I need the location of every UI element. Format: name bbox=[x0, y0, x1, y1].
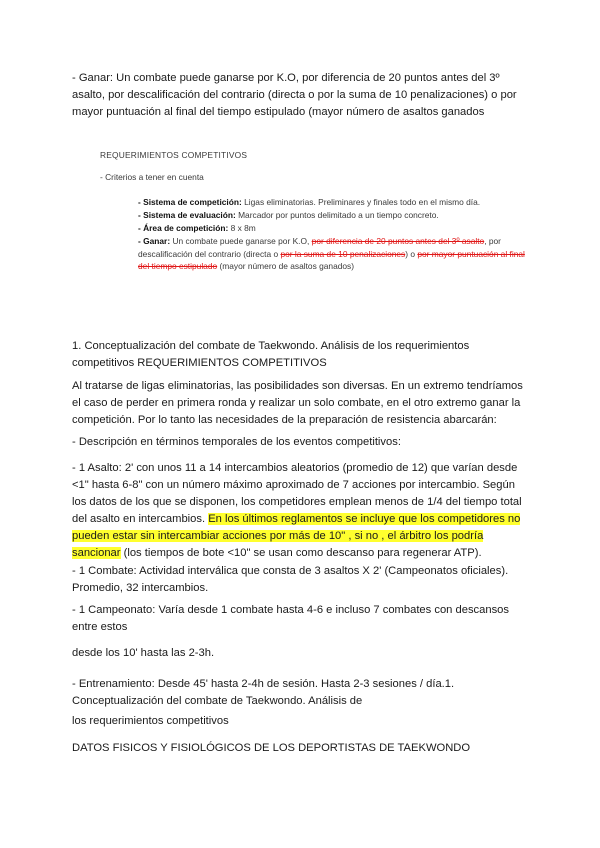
section-heading: 1. Conceptualización del combate de Taekwondo. Análisis de los requerimientos competitivos REQUERIMIENTOS COMPETITIVOS bbox=[72, 340, 470, 369]
paragraph-combate: - 1 Combate: Actividad interválica que consta de 3 asaltos X 2' (Campeonatos oficiales). Promedio, 32 intercambios. bbox=[72, 565, 509, 594]
asalto-text-a: - 1 Asalto: 2' con unos 11 a 14 intercambios aleatorios (promedio de 12) que varían desde <1" hasta 6-8" con un número máximo aproximado de 7 acciones por intercambio. Según los datos de los que se disponen, los competidores emplean menos de 1/4 del tiempo total del asalto en intercambios. bbox=[72, 462, 522, 525]
inset-ganar-text-4: (mayor número de asaltos ganados) bbox=[217, 261, 355, 271]
inset-area-text: 8 x 8m bbox=[228, 223, 256, 233]
inset-ganar bbox=[138, 235, 530, 273]
inset-area-competicion bbox=[138, 222, 528, 235]
paragraph-entrenamiento: - Entrenamiento: Desde 45' hasta 2-4h de sesión. Hasta 2-3 sesiones / día.1. Conceptualización del combate de Taekwondo. Análisis de bbox=[72, 678, 455, 707]
paragraph-datos-fisicos: DATOS FISICOS Y FISIOLÓGICOS DE LOS DEPORTISTAS DE TAEKWONDO bbox=[72, 742, 471, 754]
inset-title: REQUERIMIENTOS COMPETITIVOS bbox=[100, 150, 248, 160]
asalto-text-b: (los tiempos de bote <10" se usan como descanso para regenerar ATP). bbox=[120, 547, 482, 559]
inset-area-label: - Área de competición: bbox=[138, 223, 229, 233]
inset-subtitle: - Criterios a tener en cuenta bbox=[100, 172, 204, 182]
intro-paragraph: - Ganar: Un combate puede ganarse por K.O, por diferencia de 20 puntos antes del 3º asalto, por descalificación del contrario (directa o por la suma de 10 penalizaciones) o por mayor puntuación al final del tiempo estipulado (mayor número de asaltos ganados bbox=[72, 72, 517, 118]
inset-ganar-strike-1: por diferencia de 20 puntos antes del 3º asalto bbox=[311, 236, 485, 246]
inset-ganar-text-3: ) o bbox=[405, 248, 418, 259]
paragraph-ligas: Al tratarse de ligas eliminatorias, las posibilidades son diversas. En un extremo tendríamos el caso de perder en primera ronda y realizar un solo combate, en el otro extremo ganar la competición. Por lo tanto las necesidades de la preparación de resistencia abarcarán: bbox=[72, 380, 523, 426]
inset-sistema-text: Ligas eliminatorias. Preliminares y finales todo en el mismo día. bbox=[241, 197, 481, 207]
inset-sistema-label: - Sistema de competición: bbox=[138, 197, 242, 207]
paragraph-descripcion: - Descripción en términos temporales de los eventos competitivos: bbox=[72, 436, 401, 448]
inset-ganar-strike-3: por mayor puntuación al final del tiempo estipulado bbox=[138, 248, 525, 271]
inset-ganar-label: - Ganar: bbox=[138, 236, 171, 246]
inset-sistema-competicion bbox=[138, 196, 528, 209]
inset-evaluacion-text: Marcador por puntos delimitado a un tiempo concreto. bbox=[235, 210, 439, 220]
inset-evaluacion-label: - Sistema de evaluación: bbox=[138, 210, 236, 220]
inset-ganar-text-1: Un combate puede ganarse por K.O, bbox=[170, 236, 312, 246]
asalto-highlight: En los últimos reglamentos se incluye que los competidores no pueden estar sin intercambiar acciones por más de 10" , si no , el árbitro los podría sancionar bbox=[72, 513, 521, 559]
inset-ganar-text-2: , por descalificación del contrario (directa o bbox=[138, 236, 501, 259]
paragraph-asalto bbox=[72, 460, 528, 562]
paragraph-requerimientos: los requerimientos competitivos bbox=[72, 715, 229, 727]
inset-ganar-strike-2: por la suma de 10 penalizaciones bbox=[280, 248, 406, 259]
paragraph-campeonato: - 1 Campeonato: Varía desde 1 combate hasta 4-6 e incluso 7 combates con descansos entre estos bbox=[72, 604, 509, 633]
paragraph-descansos: desde los 10' hasta las 2-3h. bbox=[72, 647, 215, 659]
inset-sistema-evaluacion bbox=[138, 209, 528, 222]
